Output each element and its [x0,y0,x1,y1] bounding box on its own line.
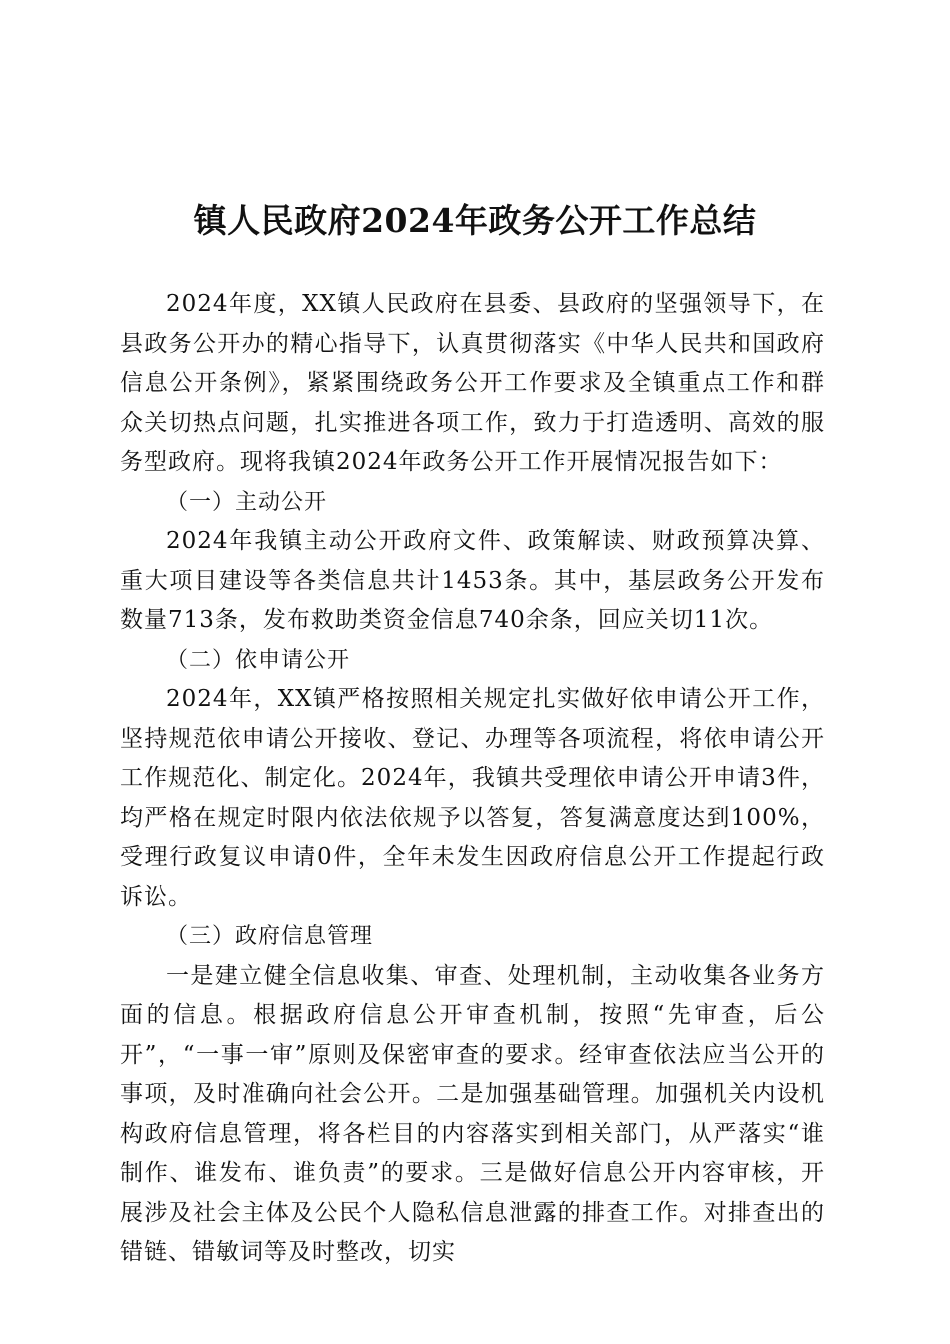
section-heading-proactive-disclosure: （一）主动公开 [166,489,328,515]
document-body [120,285,825,1273]
section-paragraph-proactive-disclosure: 2024年我镇主动公开政府文件、政策解读、财政预算决算、重大项目建设等各类信息共计1453条。其中，基层政务公开发布数量713条，发布救助类资金信息740余条，回应关切11次。 [120,528,825,633]
section-heading-disclosure-on-request: （二）依申请公开 [166,647,351,673]
section-paragraph-disclosure-on-request: 2024年，XX镇严格按照相关规定扎实做好依申请公开工作，坚持规范依申请公开接收、登记、办理等各项流程，将依申请公开工作规范化、制定化。2024年，我镇共受理依申请公开申请3件，均严格在规定时限内依法依规予以答复，答复满意度达到100%，受理行政复议申请0件，全年未发生因政府信息公开工作提起行政诉讼。 [120,686,825,910]
section-paragraph-information-management: 一是建立健全信息收集、审查、处理机制，主动收集各业务方面的信息。根据政府信息公开审查机制，按照“先审查，后公开”，“一事一审”原则及保密审查的要求。经审查依法应当公开的事项，及时准确向社会公开。二是加强基础管理。加强机关内设机构政府信息管理，将各栏目的内容落实到相关部门，从严落实“谁制作、谁发布、谁负责”的要求。三是做好信息公开内容审核，开展涉及社会主体及公民个人隐私信息泄露的排查工作。对排查出的错链、错敏词等及时整改，切实 [120,962,825,1265]
section-heading-information-management: （三）政府信息管理 [166,924,374,949]
intro-paragraph: 2024年度，XX镇人民政府在县委、县政府的坚强领导下，在县政务公开办的精心指导下，认真贯彻落实《中华人民共和国政府信息公开条例》，紧紧围绕政务公开工作要求及全镇重点工作和群众关切热点问题，扎实推进各项工作，致力于打造透明、高效的服务型政府。现将我镇2024年政务公开工作开展情况报告如下： [120,291,825,475]
document-title: 镇人民政府2024年政务公开工作总结 [193,201,757,240]
